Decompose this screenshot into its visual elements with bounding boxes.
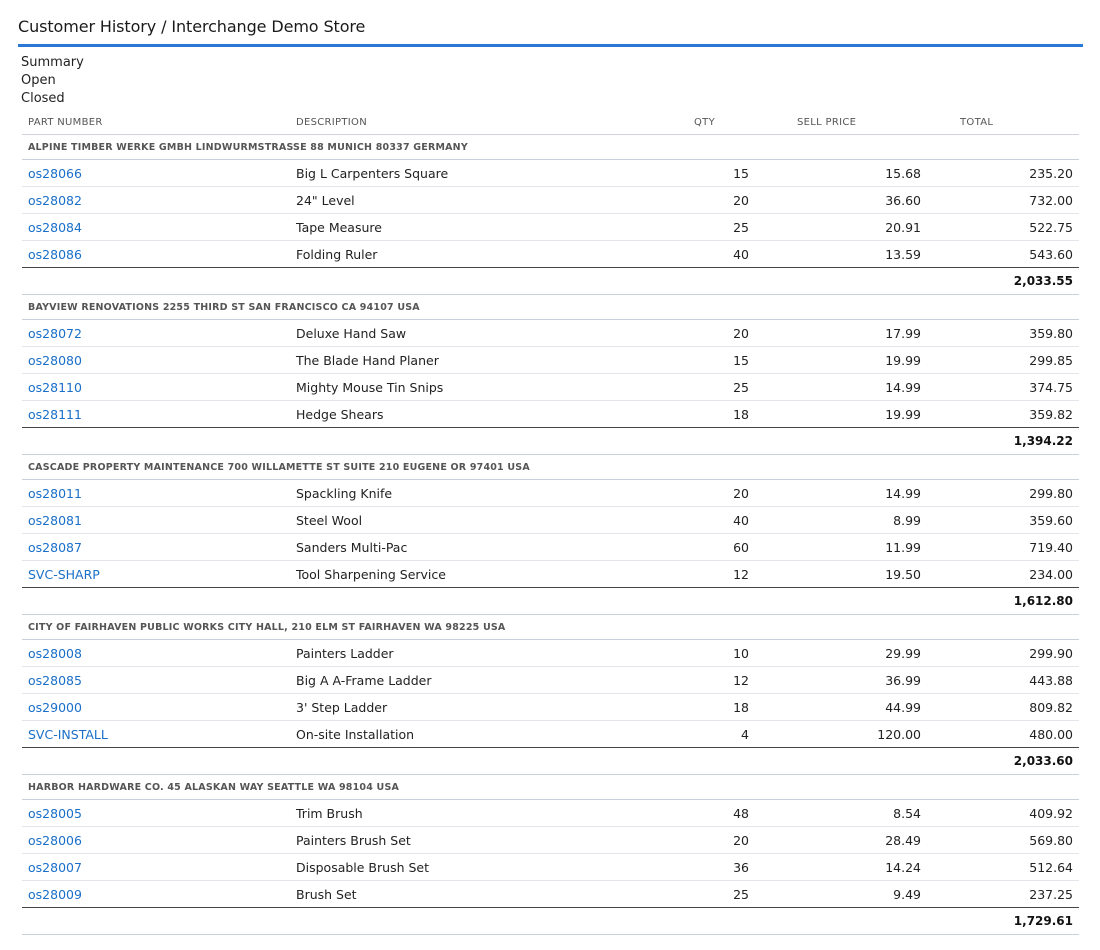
sell-price-cell: 14.24 bbox=[764, 854, 927, 881]
nav-summary-link[interactable]: Summary bbox=[21, 55, 84, 70]
customer-address: CITY OF FAIRHAVEN PUBLIC WORKS CITY HALL, 210 ELM ST FAIRHAVEN WA 98225 USA bbox=[22, 615, 1079, 640]
part-number-cell bbox=[22, 640, 290, 667]
line-total-cell: 809.82 bbox=[927, 694, 1079, 721]
part-number-link[interactable]: SVC-INSTALL bbox=[28, 726, 108, 742]
subtotal-row bbox=[22, 908, 1079, 935]
quantity-cell: 60 bbox=[692, 534, 764, 561]
sell-price-cell: 9.49 bbox=[764, 881, 927, 908]
part-number-cell bbox=[22, 854, 290, 881]
quantity-cell: 18 bbox=[692, 401, 764, 428]
part-number-link[interactable]: os29000 bbox=[28, 699, 82, 715]
table-header bbox=[22, 110, 1079, 135]
line-total-cell: 409.92 bbox=[927, 800, 1079, 827]
description-cell: Painters Brush Set bbox=[290, 827, 692, 854]
part-number-cell bbox=[22, 667, 290, 694]
line-item-row bbox=[22, 187, 1079, 214]
part-number-link[interactable]: os28009 bbox=[28, 886, 82, 902]
sell-price-cell: 14.99 bbox=[764, 374, 927, 401]
line-total-cell: 234.00 bbox=[927, 561, 1079, 588]
description-cell: Folding Ruler bbox=[290, 241, 692, 268]
part-number-cell bbox=[22, 534, 290, 561]
customer-group-row bbox=[22, 615, 1079, 640]
description-cell: Deluxe Hand Saw bbox=[290, 320, 692, 347]
quantity-cell: 12 bbox=[692, 561, 764, 588]
line-total-cell: 569.80 bbox=[927, 827, 1079, 854]
history-filter-nav bbox=[21, 54, 84, 108]
line-total-cell: 359.60 bbox=[927, 507, 1079, 534]
sell-price-cell: 19.50 bbox=[764, 561, 927, 588]
line-item-row bbox=[22, 881, 1079, 908]
customer-group-row bbox=[22, 295, 1079, 320]
quantity-cell: 36 bbox=[692, 854, 764, 881]
part-number-link[interactable]: os28005 bbox=[28, 805, 82, 821]
order-history-table bbox=[22, 110, 1079, 935]
description-cell: Disposable Brush Set bbox=[290, 854, 692, 881]
description-cell: Trim Brush bbox=[290, 800, 692, 827]
part-number-cell bbox=[22, 827, 290, 854]
sell-price-cell: 8.99 bbox=[764, 507, 927, 534]
line-total-cell: 443.88 bbox=[927, 667, 1079, 694]
part-number-link[interactable]: os28110 bbox=[28, 379, 82, 395]
customer-group-row bbox=[22, 775, 1079, 800]
description-cell: Steel Wool bbox=[290, 507, 692, 534]
quantity-cell: 20 bbox=[692, 827, 764, 854]
part-number-link[interactable]: os28006 bbox=[28, 832, 82, 848]
part-number-link[interactable]: os28080 bbox=[28, 352, 82, 368]
nav-open-link[interactable]: Open bbox=[21, 73, 56, 88]
nav-closed-link[interactable]: Closed bbox=[21, 91, 65, 106]
quantity-cell: 4 bbox=[692, 721, 764, 748]
table-body bbox=[22, 135, 1079, 935]
line-total-cell: 237.25 bbox=[927, 881, 1079, 908]
line-item-row bbox=[22, 800, 1079, 827]
sell-price-cell: 13.59 bbox=[764, 241, 927, 268]
line-total-cell: 719.40 bbox=[927, 534, 1079, 561]
part-number-link[interactable]: os28084 bbox=[28, 219, 82, 235]
quantity-cell: 18 bbox=[692, 694, 764, 721]
line-total-cell: 299.80 bbox=[927, 480, 1079, 507]
sell-price-cell: 44.99 bbox=[764, 694, 927, 721]
description-cell: Tape Measure bbox=[290, 214, 692, 241]
part-number-link[interactable]: os28072 bbox=[28, 325, 82, 341]
part-number-cell bbox=[22, 694, 290, 721]
subtotal-row bbox=[22, 268, 1079, 295]
sell-price-cell: 17.99 bbox=[764, 320, 927, 347]
subtotal-row bbox=[22, 748, 1079, 775]
line-item-row bbox=[22, 667, 1079, 694]
customer-address: CASCADE PROPERTY MAINTENANCE 700 WILLAMETTE ST SUITE 210 EUGENE OR 97401 USA bbox=[22, 455, 1079, 480]
customer-group-row bbox=[22, 455, 1079, 480]
part-number-link[interactable]: os28011 bbox=[28, 485, 82, 501]
description-cell: Spackling Knife bbox=[290, 480, 692, 507]
quantity-cell: 12 bbox=[692, 667, 764, 694]
part-number-link[interactable]: os28086 bbox=[28, 246, 82, 262]
line-item-row bbox=[22, 721, 1079, 748]
line-item-row bbox=[22, 214, 1079, 241]
line-item-row bbox=[22, 480, 1079, 507]
line-total-cell: 299.90 bbox=[927, 640, 1079, 667]
subtotal-value: 1,729.61 bbox=[22, 908, 1079, 935]
line-item-row bbox=[22, 347, 1079, 374]
quantity-cell: 40 bbox=[692, 507, 764, 534]
part-number-link[interactable]: os28066 bbox=[28, 165, 82, 181]
part-number-link[interactable]: os28082 bbox=[28, 192, 82, 208]
quantity-cell: 40 bbox=[692, 241, 764, 268]
part-number-cell bbox=[22, 320, 290, 347]
page-title: Customer History / Interchange Demo Store bbox=[18, 17, 366, 36]
part-number-link[interactable]: os28008 bbox=[28, 645, 82, 661]
description-cell: Sanders Multi-Pac bbox=[290, 534, 692, 561]
description-cell: On-site Installation bbox=[290, 721, 692, 748]
customer-address: BAYVIEW RENOVATIONS 2255 THIRD ST SAN FRANCISCO CA 94107 USA bbox=[22, 295, 1079, 320]
line-item-row bbox=[22, 534, 1079, 561]
quantity-cell: 25 bbox=[692, 214, 764, 241]
customer-address: HARBOR HARDWARE CO. 45 ALASKAN WAY SEATTLE WA 98104 USA bbox=[22, 775, 1079, 800]
column-header-qty: QTY bbox=[692, 110, 764, 135]
sell-price-cell: 14.99 bbox=[764, 480, 927, 507]
line-total-cell: 374.75 bbox=[927, 374, 1079, 401]
line-total-cell: 543.60 bbox=[927, 241, 1079, 268]
quantity-cell: 10 bbox=[692, 640, 764, 667]
subtotal-value: 2,033.60 bbox=[22, 748, 1079, 775]
description-cell: Brush Set bbox=[290, 881, 692, 908]
column-header-part-number: PART NUMBER bbox=[22, 110, 290, 135]
quantity-cell: 20 bbox=[692, 187, 764, 214]
quantity-cell: 25 bbox=[692, 881, 764, 908]
header-row bbox=[22, 110, 1079, 135]
line-total-cell: 235.20 bbox=[927, 160, 1079, 187]
part-number-link[interactable]: os28007 bbox=[28, 859, 82, 875]
line-item-row bbox=[22, 694, 1079, 721]
sell-price-cell: 15.68 bbox=[764, 160, 927, 187]
quantity-cell: 15 bbox=[692, 347, 764, 374]
description-cell: 24" Level bbox=[290, 187, 692, 214]
column-header-total: TOTAL bbox=[927, 110, 1079, 135]
quantity-cell: 48 bbox=[692, 800, 764, 827]
part-number-cell bbox=[22, 881, 290, 908]
line-total-cell: 480.00 bbox=[927, 721, 1079, 748]
quantity-cell: 20 bbox=[692, 480, 764, 507]
description-cell: Big L Carpenters Square bbox=[290, 160, 692, 187]
line-item-row bbox=[22, 320, 1079, 347]
description-cell: Tool Sharpening Service bbox=[290, 561, 692, 588]
part-number-link[interactable]: os28081 bbox=[28, 512, 82, 528]
sell-price-cell: 36.99 bbox=[764, 667, 927, 694]
subtotal-value: 2,033.55 bbox=[22, 268, 1079, 295]
part-number-link[interactable]: os28085 bbox=[28, 672, 82, 688]
sell-price-cell: 28.49 bbox=[764, 827, 927, 854]
subtotal-value: 1,394.22 bbox=[22, 428, 1079, 455]
description-cell: 3' Step Ladder bbox=[290, 694, 692, 721]
line-item-row bbox=[22, 854, 1079, 881]
part-number-cell bbox=[22, 241, 290, 268]
sell-price-cell: 19.99 bbox=[764, 401, 927, 428]
line-total-cell: 512.64 bbox=[927, 854, 1079, 881]
sell-price-cell: 19.99 bbox=[764, 347, 927, 374]
subtotal-row bbox=[22, 428, 1079, 455]
part-number-cell bbox=[22, 561, 290, 588]
line-item-row bbox=[22, 401, 1079, 428]
part-number-cell bbox=[22, 401, 290, 428]
part-number-cell bbox=[22, 347, 290, 374]
line-item-row bbox=[22, 827, 1079, 854]
subtotal-value: 1,612.80 bbox=[22, 588, 1079, 615]
customer-group-row bbox=[22, 135, 1079, 160]
part-number-cell bbox=[22, 374, 290, 401]
subtotal-row bbox=[22, 588, 1079, 615]
part-number-cell bbox=[22, 187, 290, 214]
line-item-row bbox=[22, 640, 1079, 667]
line-item-row bbox=[22, 160, 1079, 187]
part-number-cell bbox=[22, 214, 290, 241]
sell-price-cell: 36.60 bbox=[764, 187, 927, 214]
line-total-cell: 299.85 bbox=[927, 347, 1079, 374]
column-header-sell-price: SELL PRICE bbox=[764, 110, 927, 135]
quantity-cell: 15 bbox=[692, 160, 764, 187]
part-number-link[interactable]: SVC-SHARP bbox=[28, 566, 100, 582]
description-cell: Painters Ladder bbox=[290, 640, 692, 667]
line-item-row bbox=[22, 507, 1079, 534]
line-total-cell: 732.00 bbox=[927, 187, 1079, 214]
column-header-description: DESCRIPTION bbox=[290, 110, 692, 135]
quantity-cell: 25 bbox=[692, 374, 764, 401]
part-number-link[interactable]: os28111 bbox=[28, 406, 82, 422]
sell-price-cell: 20.91 bbox=[764, 214, 927, 241]
sell-price-cell: 11.99 bbox=[764, 534, 927, 561]
description-cell: Big A A-Frame Ladder bbox=[290, 667, 692, 694]
line-item-row bbox=[22, 241, 1079, 268]
description-cell: Hedge Shears bbox=[290, 401, 692, 428]
description-cell: Mighty Mouse Tin Snips bbox=[290, 374, 692, 401]
part-number-cell bbox=[22, 480, 290, 507]
part-number-link[interactable]: os28087 bbox=[28, 539, 82, 555]
line-total-cell: 359.80 bbox=[927, 320, 1079, 347]
sell-price-cell: 29.99 bbox=[764, 640, 927, 667]
part-number-cell bbox=[22, 721, 290, 748]
part-number-cell bbox=[22, 160, 290, 187]
line-total-cell: 359.82 bbox=[927, 401, 1079, 428]
description-cell: The Blade Hand Planer bbox=[290, 347, 692, 374]
title-divider bbox=[18, 44, 1083, 47]
sell-price-cell: 120.00 bbox=[764, 721, 927, 748]
line-item-row bbox=[22, 374, 1079, 401]
line-total-cell: 522.75 bbox=[927, 214, 1079, 241]
customer-address: ALPINE TIMBER WERKE GMBH LINDWURMSTRASSE 88 MUNICH 80337 GERMANY bbox=[22, 135, 1079, 160]
sell-price-cell: 8.54 bbox=[764, 800, 927, 827]
part-number-cell bbox=[22, 507, 290, 534]
quantity-cell: 20 bbox=[692, 320, 764, 347]
line-item-row bbox=[22, 561, 1079, 588]
part-number-cell bbox=[22, 800, 290, 827]
